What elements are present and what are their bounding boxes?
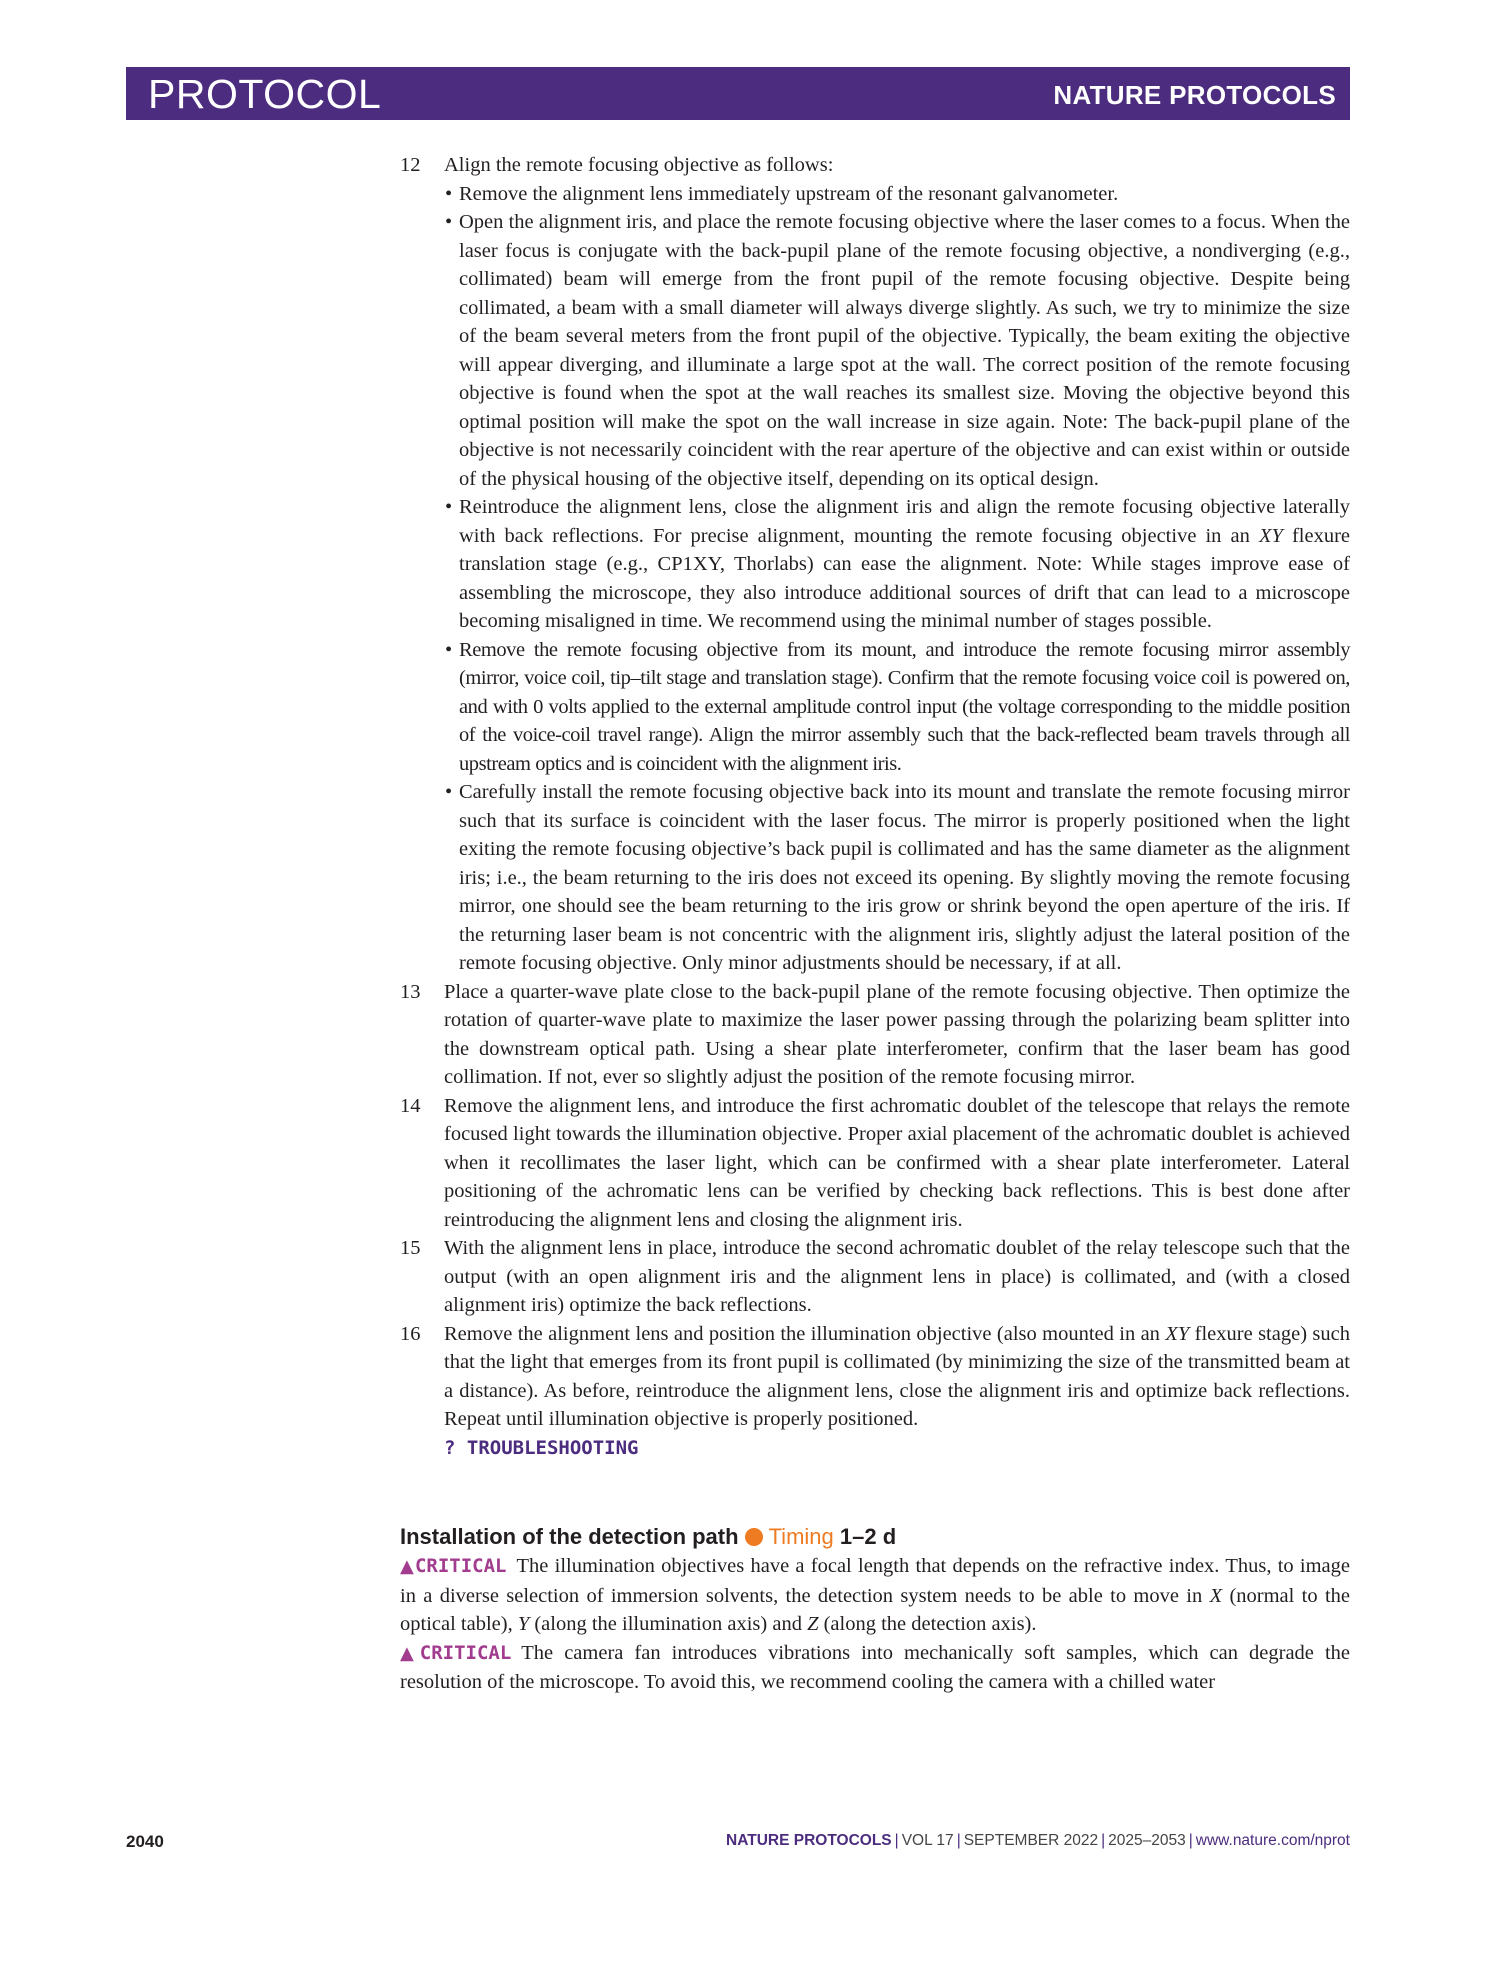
- footer-volume: VOL 17: [901, 1832, 954, 1849]
- section-label: PROTOCOL: [148, 71, 382, 117]
- footer-pages: 2025–2053: [1108, 1832, 1186, 1849]
- critical-triangle-icon: ▲: [400, 1556, 415, 1577]
- critical-triangle-icon: ▲: [400, 1642, 420, 1664]
- page-header: [126, 67, 1350, 120]
- journal-name: NATURE PROTOCOLS: [1053, 80, 1336, 110]
- step-number: 15: [400, 1237, 421, 1259]
- step-text: Remove the alignment lens and position the illumination objective (also mounted in an XY flexure stage) such that the light that emerges from its front pupil is collimated (by minimizing the size of the transmitted beam at a distance). As before, reintroduce the alignment lens, close the alignment iris and optimize back reflections. Repeat until illumination objective is properly positioned.: [444, 1322, 1350, 1430]
- step-number: 14: [400, 1094, 421, 1117]
- article-body: [400, 151, 1350, 1697]
- step-12-bullets: [444, 180, 1350, 978]
- footer-date: SEPTEMBER 2022: [963, 1832, 1099, 1849]
- section-title: Installation of the detection path: [400, 1524, 739, 1549]
- step-number: 13: [400, 980, 421, 1003]
- critical-label: CRITICAL: [419, 1641, 512, 1664]
- footer-url[interactable]: www.nature.com/nprot: [1195, 1832, 1350, 1849]
- bullet-item: • Reintroduce the alignment lens, close the alignment iris and align the remote focusing objective laterally with back reflections. For precise alignment, mounting the remote focusing objective in an XY flexure translation stage (e.g., CP1XY, Thorlabs) can ease the alignment. Note: While stages improve ease of assembling the microscope, they also introduce additional sources of drift that can lead to a microscope becoming misaligned in time. We recommend using the minimal number of stages possible.: [444, 493, 1350, 636]
- critical-note-1: ▲CRITICAL The illumination objectives have a focal length that depends on the refractive index. Thus, to image in a diverse selection of immersion solvents, the detection system needs to be able to move in X (normal to the optical table), Y (along the illumination axis) and Z (along the detection axis).: [400, 1555, 1351, 1635]
- footer-journal: NATURE PROTOCOLS: [726, 1832, 892, 1849]
- step-text: Remove the alignment lens, and introduce the first achromatic doublet of the telescope that relays the remote focused light towards the illumination objective. Proper axial placement of the achromatic doublet is achieved when it recollimates the laser light, which can be confirmed with a shear plate interferometer. Lateral positioning of the achromatic lens can be verified by checking back reflections. This is best done after reintroducing the alignment lens and closing the alignment iris.: [444, 1094, 1350, 1231]
- step-text: With the alignment lens in place, introduce the second achromatic doublet of the relay telescope such that the output (with an open alignment iris and the alignment lens in place) is collimated, and (with a closed alignment iris) optimize the back reflections.: [444, 1237, 1350, 1316]
- timing-label: Timing: [768, 1524, 834, 1549]
- bullet-item: • Remove the remote focusing objective from its mount, and introduce the remote focusing mirror assembly (mirror, voice coil, tip–tilt stage and translation stage). Confirm that the remote focusing voice coil is powered on, and with 0 volts applied to the external amplitude control input (the voltage corresponding to the middle position of the voice-coil travel range). Align the mirror assembly such that the back-reflected beam travels through all upstream optics and is coincident with the alignment iris.: [444, 636, 1350, 779]
- step-number: 16: [400, 1322, 421, 1345]
- step-14: [400, 1092, 1350, 1235]
- step-15: [400, 1234, 1350, 1320]
- bullet-item: • Open the alignment iris, and place the remote focusing objective where the laser comes to a focus. When the laser focus is conjugate with the back-pupil plane of the remote focusing objective, a nondiverging (e.g., collimated) beam will emerge from the front pupil of the remote focusing objective. Despite being collimated, a beam with a small diameter will always diverge slightly. As such, we try to minimize the size of the beam several meters from the front pupil of the objective. Typically, the beam exiting the objective will appear diverging, and illuminate a large spot at the wall. The correct position of the remote focusing objective is found when the spot at the wall reaches its smallest size. Moving the objective beyond this optimal position will make the spot on the wall increase in size again. Note: The back-pupil plane of the objective is not necessarily coincident with the rear aperture of the objective and can exist within or outside of the physical housing of the objective itself, depending on its optical design.: [444, 208, 1350, 493]
- troubleshooting-link[interactable]: ? TROUBLESHOOTING: [444, 1436, 639, 1459]
- step-text: Align the remote focusing objective as follows:: [444, 154, 834, 176]
- step-text: Place a quarter-wave plate close to the back-pupil plane of the remote focusing objective. Then optimize the rotation of quarter-wave plate to maximize the laser power passing through the polarizing beam splitter into the downstream optical path. Using a shear plate interferometer, confirm that the laser beam has good collimation. If not, ever so slightly adjust the position of the remote focusing mirror.: [444, 980, 1350, 1088]
- bullet-item: • Remove the alignment lens immediately upstream of the resonant galvanometer.: [444, 180, 1350, 209]
- bullet-item: • Carefully install the remote focusing objective back into its mount and translate the remote focusing mirror such that its surface is coincident with the laser focus. The mirror is properly positioned when the light exiting the remote focusing objective’s back pupil is collimated and has the same diameter as the alignment iris; i.e., the beam returning to the iris does not exceed its opening. By slightly moving the remote focusing mirror, one should see the beam returning to the iris grow or shrink beyond the open aperture of the iris. If the returning laser beam is not concentric with the alignment iris, slightly adjust the lateral position of the remote focusing objective. Only minor adjustments should be necessary, if at all.: [444, 778, 1350, 978]
- step-number: 12: [400, 154, 421, 176]
- step-13: [400, 978, 1350, 1092]
- critical-note-2: ▲CRITICAL The camera fan introduces vibrations into mechanically soft samples, which can degrade the resolution of the microscope. To avoid this, we recommend cooling the camera with a chilled water: [400, 1641, 1350, 1693]
- footer-citation: NATURE PROTOCOLS | VOL 17 | SEPTEMBER 2022 | 2025–2053 | www.nature.com/nprot: [726, 1832, 1350, 1849]
- timing-dot-icon: [745, 1528, 763, 1546]
- section-heading: [400, 1522, 1350, 1552]
- step-16: [400, 1320, 1350, 1463]
- page-number: 2040: [126, 1832, 164, 1851]
- step-12: [400, 151, 1350, 978]
- timing-value: 1–2 d: [839, 1524, 897, 1549]
- critical-label: CRITICAL: [414, 1555, 507, 1577]
